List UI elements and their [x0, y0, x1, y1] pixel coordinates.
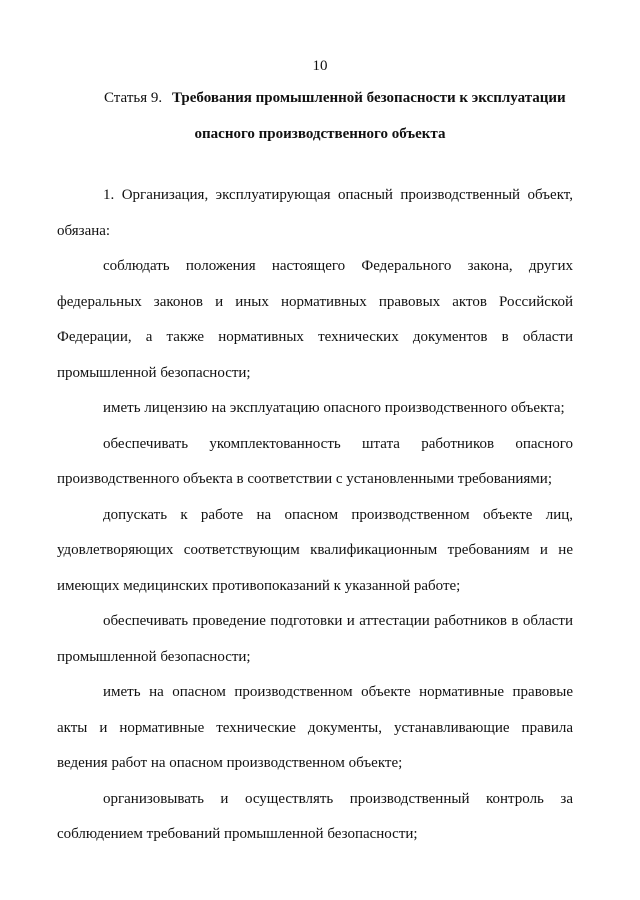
article-body	[57, 178, 573, 853]
paragraph-4: обеспечивать укомплектованность штата работников опасного производственного объекта в соответствии с установленными требованиями;	[57, 435, 573, 487]
article-title-line-2: опасного производственного объекта	[194, 126, 446, 142]
paragraph-3: иметь лицензию на эксплуатацию опасного производственного объекта;	[103, 400, 565, 416]
paragraph-6: обеспечивать проведение подготовки и аттестации работников в области промышленной безопасности;	[57, 613, 573, 665]
article-title-line-1: Требования промышленной безопасности к эксплуатации	[172, 90, 566, 106]
paragraph-7: иметь на опасном производственном объекте нормативные правовые акты и нормативные технические документы, устанавливающие правила ведения работ на опасном производственном объекте;	[57, 684, 573, 771]
paragraph-1: 1. Организация, эксплуатирующая опасный производственный объект, обязана:	[57, 187, 573, 239]
paragraph-8: организовывать и осуществлять производственный контроль за соблюдением требований промышленной безопасности;	[57, 790, 573, 842]
article-number: Статья 9.	[104, 90, 163, 106]
page-number: 10	[312, 58, 328, 74]
paragraph-5: допускать к работе на опасном производственном объекте лиц, удовлетворяющих соответствующим квалификационным требованиям и не имеющих медицинских противопоказаний к указанной работе;	[57, 506, 573, 594]
paragraph-2: соблюдать положения настоящего Федерального закона, других федеральных законов и иных нормативных правовых актов Российской Федерации, а также нормативных технических документов в области промышленной безопасности;	[57, 258, 573, 381]
